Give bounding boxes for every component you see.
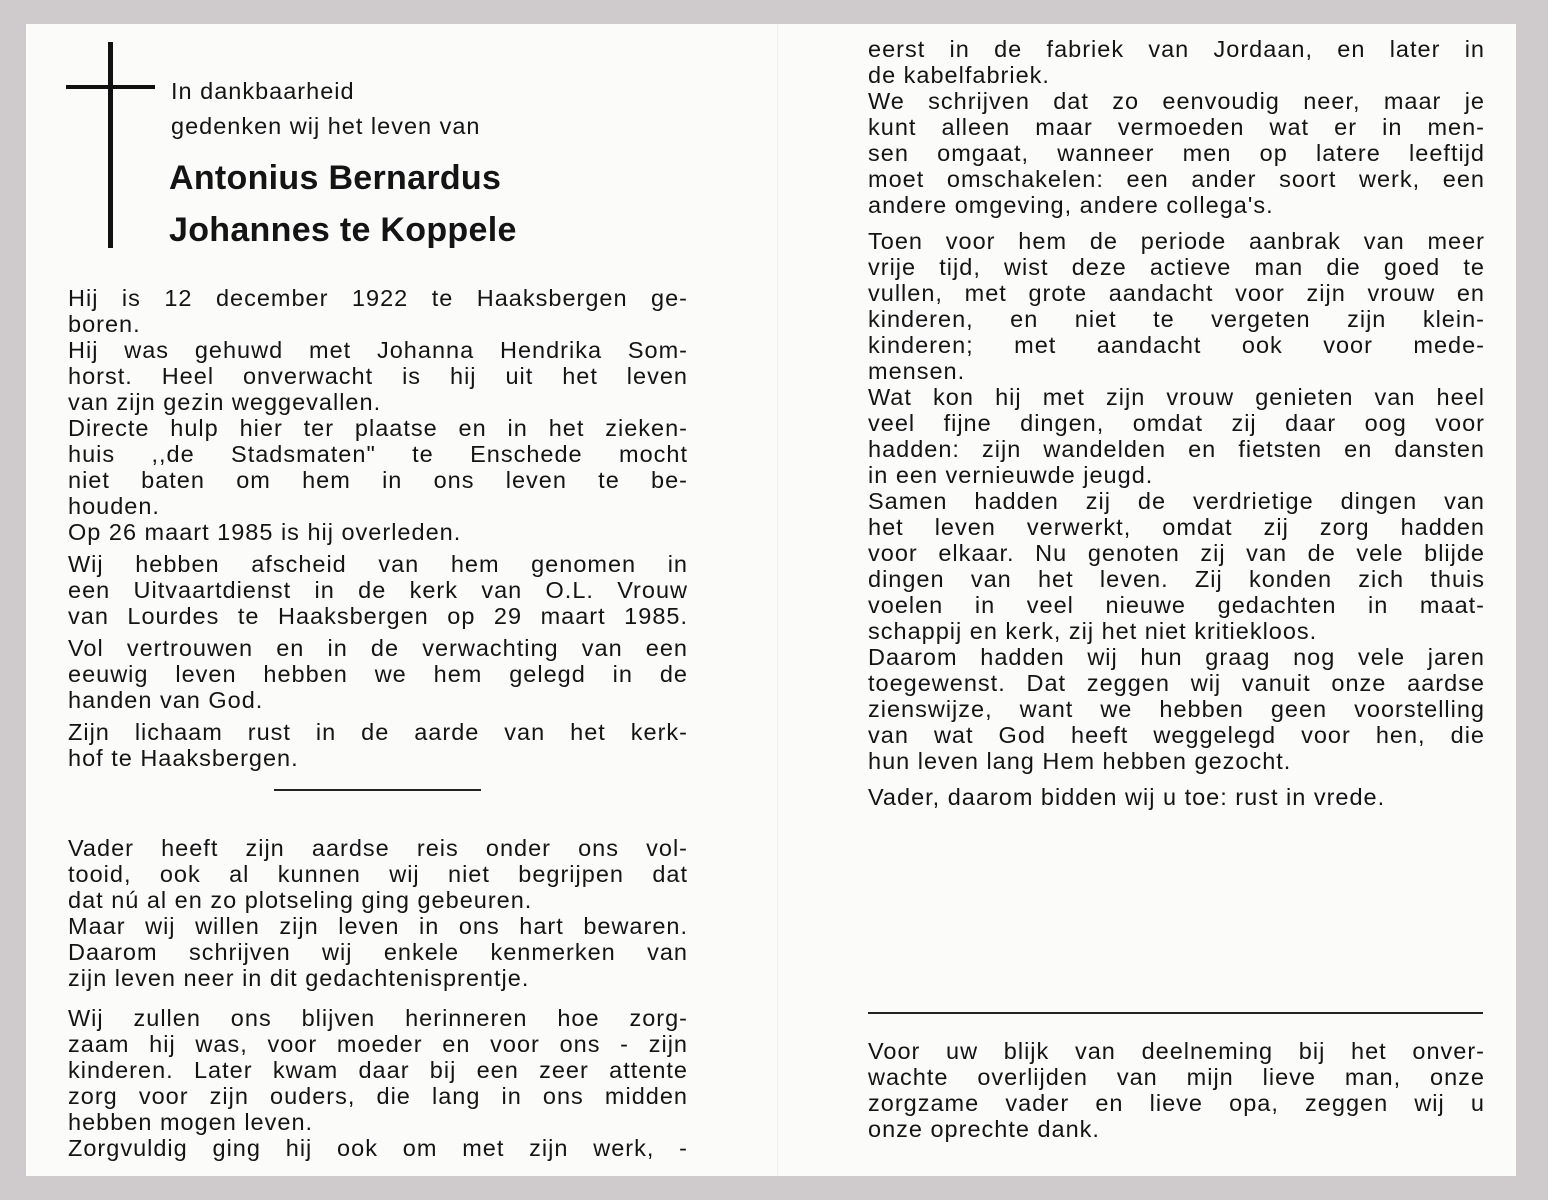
text-line: Daarom hadden wij hun graag nog vele jaren xyxy=(868,644,1485,670)
text-line: Directe hulp hier ter plaatse en in het zieken- xyxy=(68,415,688,441)
paragraph-work xyxy=(868,36,1485,218)
text-line: zienswijze, want we hebben geen voorstelling xyxy=(868,696,1485,722)
paragraph-thanks xyxy=(868,1038,1485,1142)
text-line: in een vernieuwde jeugd. xyxy=(868,462,1154,488)
text-line: sen omgaat, wanneer men op latere leeftijd xyxy=(868,140,1485,166)
fold-line xyxy=(777,24,778,1176)
text-line: Daarom schrijven wij enkele kenmerken van xyxy=(68,939,688,965)
cross-icon xyxy=(108,42,113,248)
text-line: Hij was gehuwd met Johanna Hendrika Som- xyxy=(68,337,688,363)
text-line: Vader heeft zijn aardse reis onder ons vol- xyxy=(68,835,688,861)
text-line: Maar wij willen zijn leven in ons hart bewaren. xyxy=(68,913,688,939)
text-line: Wij hebben afscheid van hem genomen in xyxy=(68,551,688,577)
text-line: houden. xyxy=(68,493,160,519)
paragraph-birth-death xyxy=(68,285,688,545)
text-line: het leven verwerkt, omdat zij zorg hadden xyxy=(868,514,1485,540)
text-line: We schrijven dat zo eenvoudig neer, maar je xyxy=(868,88,1485,114)
text-line: kinderen. Later kwam daar bij een zeer attente xyxy=(68,1057,688,1083)
text-line: Wat kon hij met zijn vrouw genieten van heel xyxy=(868,384,1485,410)
text-line: van Lourdes te Haaksbergen op 29 maart 1985. xyxy=(68,603,688,629)
text-line: Hij is 12 december 1922 te Haaksbergen ge- xyxy=(68,285,688,311)
name-line: Johannes te Koppele xyxy=(169,211,517,249)
name-line: Antonius Bernardus xyxy=(169,159,502,197)
text-line: eeuwig leven hebben we hem gelegd in de xyxy=(68,661,688,687)
left-column xyxy=(68,285,688,1161)
text-line: schappij en kerk, zij het niet kritiekloos. xyxy=(868,618,1318,644)
paragraph-prayer xyxy=(868,784,1485,810)
text-line: mensen. xyxy=(868,358,966,384)
text-line: Voor uw blijk van deelneming bij het onver- xyxy=(868,1038,1485,1064)
text-line: onze oprechte dank. xyxy=(868,1116,1100,1142)
intro-line: In dankbaarheid xyxy=(171,78,355,104)
text-line: vullen, met grote aandacht voor zijn vrouw en xyxy=(868,280,1485,306)
paragraph-burial xyxy=(68,719,688,771)
text-line: horst. Heel onverwacht is hij uit het leven xyxy=(68,363,688,389)
text-line: kinderen; met aandacht ook voor mede- xyxy=(868,332,1485,358)
text-line: Wij zullen ons blijven herinneren hoe zorg- xyxy=(68,1005,688,1031)
text-line: hun leven lang Hem hebben gezocht. xyxy=(868,748,1292,774)
paragraph-journey xyxy=(68,835,688,991)
separator-rule xyxy=(274,789,481,791)
paragraph-funeral xyxy=(68,551,688,629)
text-line: niet baten om hem in ons leven te be- xyxy=(68,467,688,493)
text-line: zijn leven neer in dit gedachtenisprentje. xyxy=(68,965,530,991)
text-line: andere omgeving, andere collega's. xyxy=(868,192,1274,218)
right-column xyxy=(868,36,1485,1142)
text-line: Toen voor hem de periode aanbrak van meer xyxy=(868,228,1485,254)
cross-icon-bar xyxy=(66,85,155,89)
text-line: kunt alleen maar vermoeden wat er in men- xyxy=(868,114,1485,140)
intro-text xyxy=(171,74,481,144)
deceased-name xyxy=(169,152,517,256)
paragraph-retirement xyxy=(868,228,1485,774)
text-line: moet omschakelen: een ander soort werk, een xyxy=(868,166,1485,192)
paragraph-memories xyxy=(68,1005,688,1161)
text-line: veel fijne dingen, omdat zij daar oog voor xyxy=(868,410,1485,436)
text-line: dat nú al en zo plotseling ging gebeuren. xyxy=(68,887,533,913)
text-line: Op 26 maart 1985 is hij overleden. xyxy=(68,519,462,545)
text-line: voelen in veel nieuwe gedachten in maat- xyxy=(868,592,1485,618)
text-line: Vader, daarom bidden wij u toe: rust in vrede. xyxy=(868,784,1386,810)
text-line: kinderen, en niet te vergeten zijn klein- xyxy=(868,306,1485,332)
text-line: vrije tijd, wist deze actieve man die goed te xyxy=(868,254,1485,280)
text-line: dingen van het leven. Zij konden zich thuis xyxy=(868,566,1485,592)
text-line: een Uitvaartdienst in de kerk van O.L. Vrouw xyxy=(68,577,688,603)
paragraph-faith xyxy=(68,635,688,713)
text-line: zorg voor zijn ouders, die lang in ons midden xyxy=(68,1083,688,1109)
text-line: toegewenst. Dat zeggen wij vanuit onze aardse xyxy=(868,670,1485,696)
text-line: van wat God heeft weggelegd voor hen, die xyxy=(868,722,1485,748)
text-line: eerst in de fabriek van Jordaan, en later in xyxy=(868,36,1485,62)
text-line: hadden: zijn wandelden en fietsten en dansten xyxy=(868,436,1485,462)
separator-rule xyxy=(868,1012,1483,1014)
text-line: Zorgvuldig ging hij ook om met zijn werk, - xyxy=(68,1135,688,1161)
text-line: Zijn lichaam rust in de aarde van het kerk- xyxy=(68,719,688,745)
text-line: wachte overlijden van mijn lieve man, onze xyxy=(868,1064,1485,1090)
text-line: de kabelfabriek. xyxy=(868,62,1050,88)
intro-line: gedenken wij het leven van xyxy=(171,113,481,139)
memorial-card xyxy=(26,24,1516,1176)
text-line: zaam hij was, voor moeder en voor ons - zijn xyxy=(68,1031,688,1057)
text-line: Samen hadden zij de verdrietige dingen van xyxy=(868,488,1485,514)
text-line: Vol vertrouwen en in de verwachting van een xyxy=(68,635,688,661)
text-line: voor elkaar. Nu genoten zij van de vele blijde xyxy=(868,540,1485,566)
text-line: zorgzame vader en lieve opa, zeggen wij u xyxy=(868,1090,1485,1116)
text-line: tooid, ook al kunnen wij niet begrijpen dat xyxy=(68,861,688,887)
text-line: boren. xyxy=(68,311,141,337)
text-line: handen van God. xyxy=(68,687,264,713)
text-line: hebben mogen leven. xyxy=(68,1109,314,1135)
text-line: van zijn gezin weggevallen. xyxy=(68,389,382,415)
text-line: hof te Haaksbergen. xyxy=(68,745,299,771)
text-line: huis ,,de Stadsmaten" te Enschede mocht xyxy=(68,441,688,467)
